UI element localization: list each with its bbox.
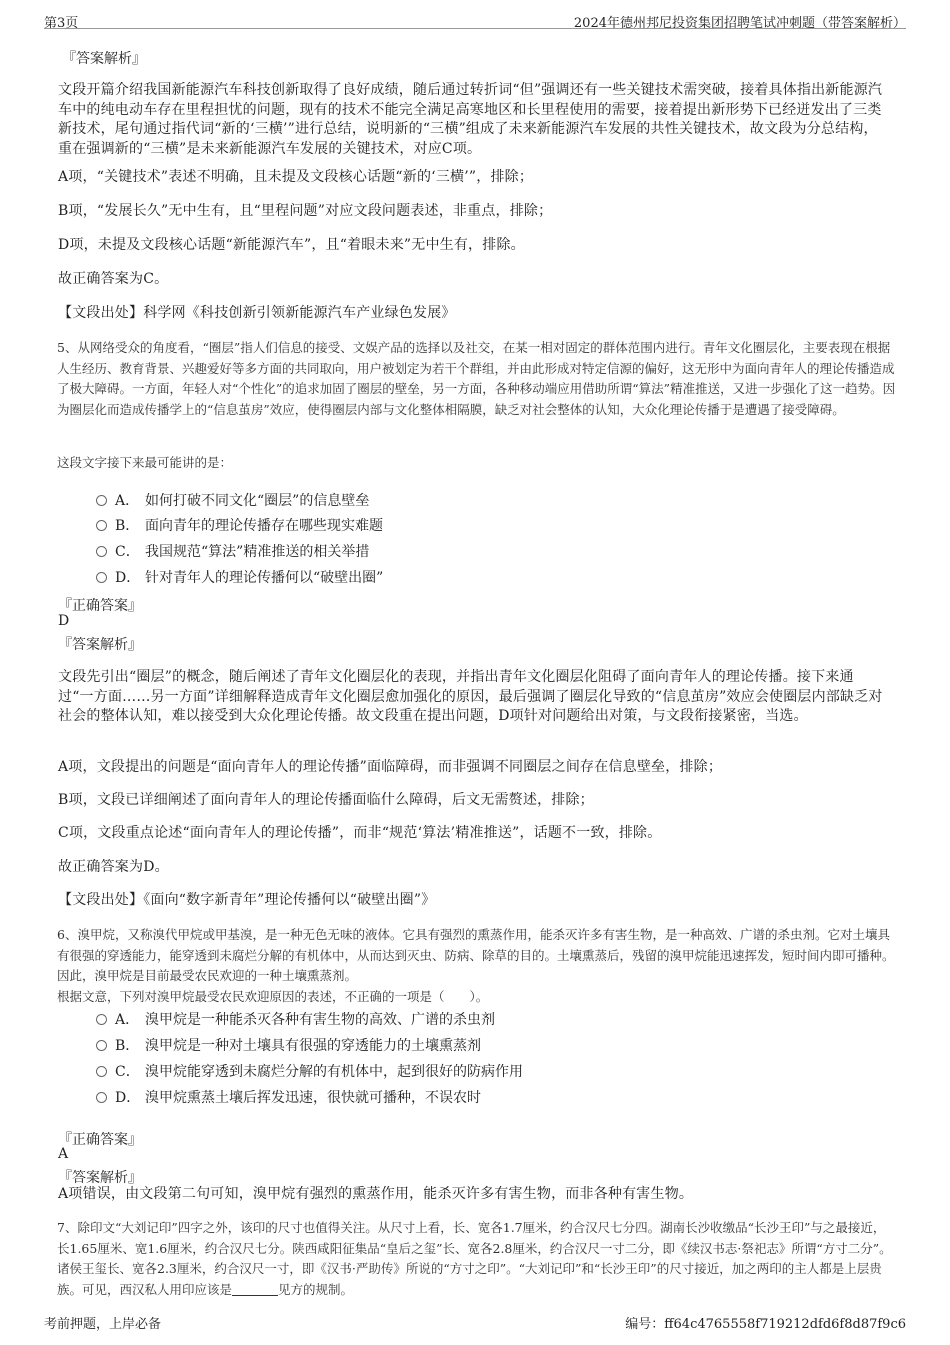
q5-option-c-analysis: C项，文段重点论述“面向青年人的理论传播”，而非“规范‘算法’精准推送”，话题不一致，排除。	[58, 825, 662, 841]
radio-icon[interactable]	[96, 1014, 107, 1025]
q5-answer-label: 『正确答案』	[58, 598, 142, 614]
radio-icon[interactable]	[96, 1092, 107, 1103]
page-header	[44, 6, 906, 29]
q5-analysis: 文段先引出“圈层”的概念，随后阐述了青年文化圈层化的表现，并指出青年文化圈层化阻碍了面向青年人的理论传播。接下来通过“一方面……另一方面”详细解释造成青年文化圈层愈加强化的原因，最后强调了圈层化导致的“信息茧房”效应会使圈层内部缺乏对社会的整体认知，难以接受到大众化理论传播。故文段重在提出问题，D项针对问题给出对策，与文段衔接紧密，当选。	[58, 669, 883, 724]
q6-analysis-label: 『答案解析』	[58, 1170, 142, 1186]
q6-option-a[interactable]: A． 溴甲烷是一种能杀灭各种有害生物的高效、广谱的杀虫剂	[96, 1009, 495, 1029]
q6-stem: 6、溴甲烷，又称溴代甲烷或甲基溴，是一种无色无味的液体。它具有强烈的熏蒸作用，能杀灭许多有害生物，是一种高效、广谱的杀虫剂。它对土壤具有很强的穿透能力，能穿透到未腐烂分解的有机体中，从而达到灭虫、防病、除草的目的。土壤熏蒸后，残留的溴甲烷能迅速挥发，短时间内即可播种。因此，溴甲烷是目前最受农民欢迎的一种土壤熏蒸剂。	[57, 927, 895, 983]
q5-conclusion: 故正确答案为D。	[58, 859, 169, 875]
q5-question: 这段文字接下来最可能讲的是：	[57, 455, 233, 470]
q5-option-c[interactable]: C． 我国规范“算法”精准推送的相关举措	[96, 541, 369, 561]
q4-conclusion: 故正确答案为C。	[58, 271, 169, 287]
page-number: 第3页	[44, 16, 79, 31]
q6-option-c[interactable]: C． 溴甲烷能穿透到未腐烂分解的有机体中，起到很好的防病作用	[96, 1061, 523, 1081]
radio-icon[interactable]	[96, 572, 107, 583]
q6-answer-label: 『正确答案』	[58, 1132, 142, 1148]
q4-analysis-label: 『答案解析』	[62, 51, 146, 67]
q4-option-d-analysis: D项，未提及文段核心话题“新能源汽车”，且“着眼未来”无中生有，排除。	[58, 237, 525, 253]
q6-analysis: A项错误，由文段第二句可知，溴甲烷有强烈的熏蒸作用，能杀灭许多有害生物，而非各种有害生物。	[58, 1186, 694, 1202]
document-title: 2024年德州邦尼投资集团招聘笔试冲刺题（带答案解析）	[573, 16, 906, 31]
fill-blank[interactable]	[232, 1283, 278, 1296]
radio-icon[interactable]	[96, 1040, 107, 1051]
radio-icon[interactable]	[96, 1066, 107, 1077]
q5-answer: D	[58, 613, 70, 629]
q5-option-a[interactable]: A． 如何打破不同文化“圈层”的信息壁垒	[96, 490, 369, 510]
q6-option-d[interactable]: D． 溴甲烷熏蒸土壤后挥发迅速，很快就可播种，不误农时	[96, 1087, 481, 1107]
q4-option-a-analysis: A项，“关键技术”表述不明确，且未提及文段核心话题“新的‘三横’”，排除；	[58, 169, 534, 185]
radio-icon[interactable]	[96, 546, 107, 557]
q6-question: 根据文意，下列对溴甲烷最受农民欢迎原因的表述，不正确的一项是（ ）。	[57, 989, 489, 1004]
document-id: 编号：ff64c4765558f719212dfd6f8d87f9c6	[625, 1317, 906, 1332]
radio-icon[interactable]	[96, 520, 107, 531]
q4-source: 【文段出处】科学网《科技创新引领新能源汽车产业绿色发展》	[58, 305, 456, 321]
footer-slogan: 考前押题，上岸必备	[44, 1317, 162, 1332]
q5-source: 【文段出处】《面向“数字新青年”理论传播何以“破壁出圈”》	[58, 892, 436, 908]
q4-analysis: 文段开篇介绍我国新能源汽车科技创新取得了良好成绩，随后通过转折词“但”强调还有一些关键技术需突破，接着具体指出新能源汽车中的纯电动车存在里程担忧的问题，现有的技术不能完全满足高寒地区和长里程使用的需要，接着提出新形势下已经迸发出了三类新技术，尾句通过指代词“新的‘三横’”进行总结，说明新的“三横”组成了未来新能源汽车发展的共性关键技术，故文段为分总结构，重在强调新的“三横”是未来新能源汽车发展的关键技术，对应C项。	[58, 82, 883, 157]
q5-option-b-analysis: B项，文段已详细阐述了面向青年人的理论传播面临什么障碍，后文无需赘述，排除；	[58, 792, 594, 808]
q7-stem: 7、除印文“大刘记印”四字之外，该印的尺寸也值得关注。从尺寸上看，长、宽各1.7厘米，约合汉尺七分四。湖南长沙收缴品“长沙王印”与之最接近，长1.65厘米、宽1.6厘米，约合汉尺七分。陕西咸阳征集品“皇后之玺”长、宽各2.8厘米，约合汉尺一寸二分，即《续汉书志·祭祀志》所谓“方寸二分”。诸侯王玺长、宽各2.3厘米，约合汉尺一寸，即《汉书·严助传》所说的“方寸之印”。“大刘记印”和“长沙王印”的尺寸接近，加之两印的主人都是上层贵族。可见，西汉私人用印应该是 见方的规制。	[57, 1220, 892, 1297]
q5-stem: 5、从网络受众的角度看，“圈层”指人们信息的接受、文娱产品的选择以及社交，在某一相对固定的群体范围内进行。青年文化圈层化，主要表现在根据人生经历、教育背景、兴趣爱好等多方面的共同取向，用户被划定为若干个群组，并由此形成对特定信源的偏好，这无形中为面向青年人的理论传播造成了极大障碍。一方面，年轻人对“个性化”的追求加固了圈层的壁垒，另一方面，各种移动端应用借助所谓“算法”精准推送，又进一步强化了这一趋势。因为圈层化而造成传播学上的“信息茧房”效应，使得圈层内部与文化整体相隔膜，缺乏对社会整体的认知，大众化理论传播于是遭遇了接受障碍。	[57, 340, 896, 417]
q5-option-b[interactable]: B． 面向青年的理论传播存在哪些现实难题	[96, 515, 383, 535]
radio-icon[interactable]	[96, 495, 107, 506]
q6-option-b[interactable]: B． 溴甲烷是一种对土壤具有很强的穿透能力的土壤熏蒸剂	[96, 1035, 481, 1055]
q6-answer: A	[58, 1146, 69, 1162]
q5-analysis-label: 『答案解析』	[58, 637, 142, 653]
q5-option-d[interactable]: D． 针对青年人的理论传播何以“破壁出圈”	[96, 567, 383, 587]
q4-option-b-analysis: B项，“发展长久”无中生有，且“里程问题”对应文段问题表述，非重点，排除；	[58, 203, 553, 219]
q5-option-a-analysis: A项，文段提出的问题是“面向青年人的理论传播”面临障碍，而非强调不同圈层之间存在信息壁垒，排除；	[58, 759, 723, 775]
